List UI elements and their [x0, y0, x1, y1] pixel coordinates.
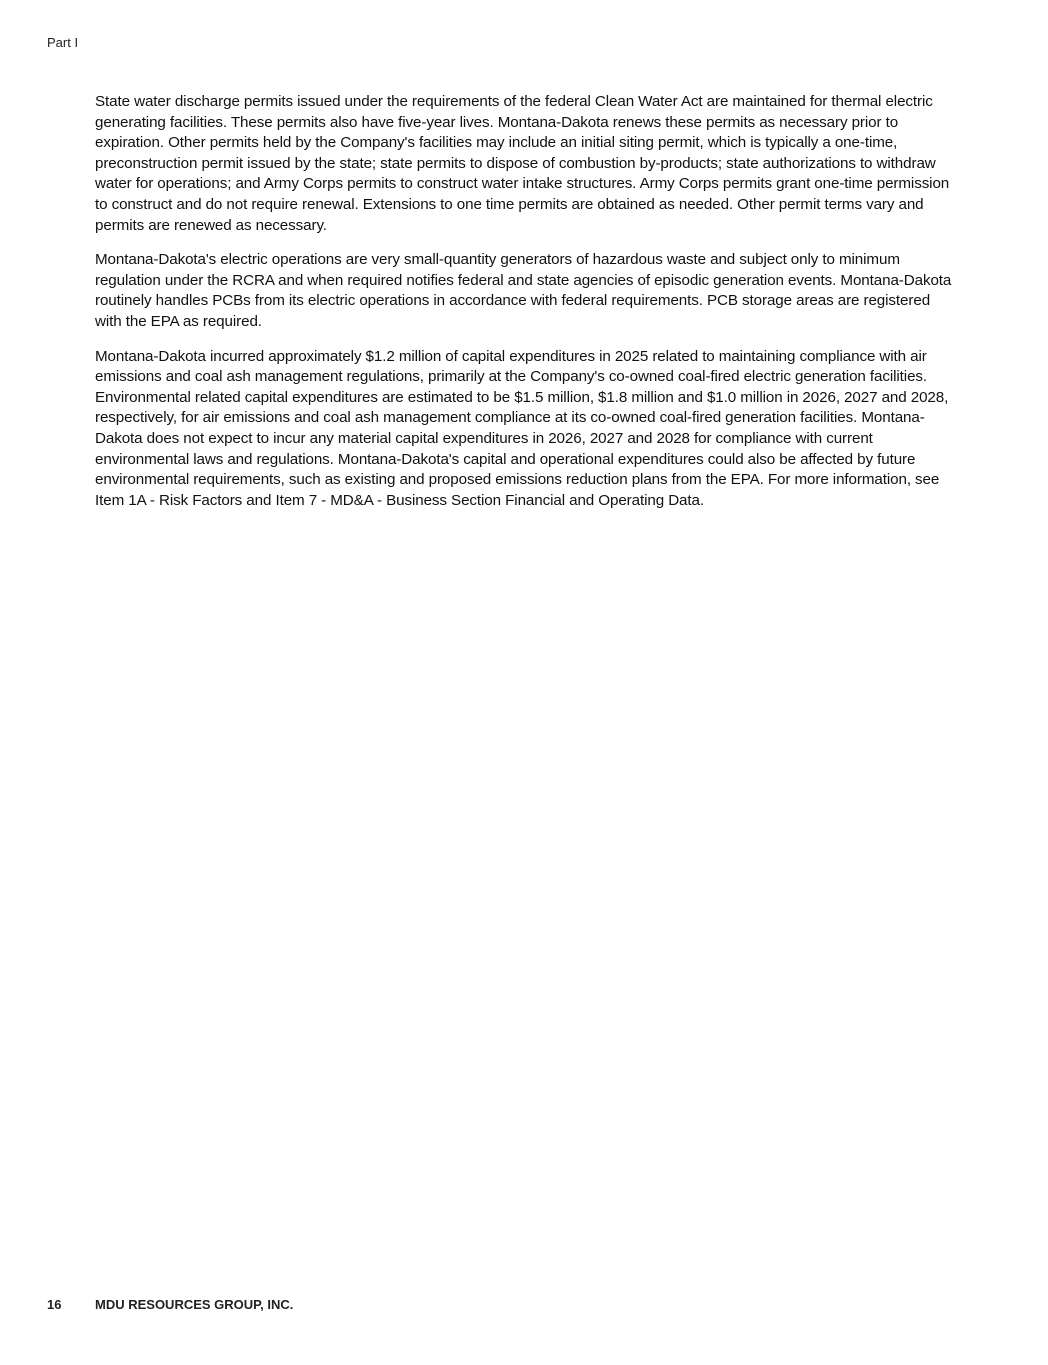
page-header-section-label: Part I: [47, 35, 79, 50]
body-content: [95, 92, 957, 525]
page-number: 16: [47, 1297, 62, 1312]
paragraph-hazardous-waste: Montana-Dakota's electric operations are very small-quantity generators of hazardous waste and subject only to minimum regulation under the RCRA and when required notifies federal and state agencies of episodic generation events. Montana-Dakota routinely handles PCBs from its electric operations in accordance with federal requirements. PCB storage areas are registered with the EPA as required.: [95, 251, 952, 330]
footer-company-name: MDU RESOURCES GROUP, INC.: [95, 1297, 294, 1312]
page-footer: [47, 1297, 293, 1312]
paragraph-water-discharge-permits: State water discharge permits issued under the requirements of the federal Clean Water Act are maintained for thermal electric generating facilities. These permits also have five-year lives. Montana-Dakota renews these permits as necessary prior to expiration. Other permits held by the Company's facilities may include an initial siting permit, which is typically a one-time, preconstruction permit issued by the state; state permits to dispose of combustion by-products; state authorizations to withdraw water for operations; and Army Corps permits to construct water intake structures. Army Corps permits grant one-time permission to construct and do not require renewal. Extensions to one time permits are obtained as needed. Other permit terms vary and permits are renewed as necessary.: [95, 93, 950, 234]
paragraph-capital-expenditures: Montana-Dakota incurred approximately $1.2 million of capital expenditures in 2025 related to maintaining compliance with air emissions and coal ash management regulations, primarily at the Company's co-owned coal-fired electric generation facilities. Environmental related capital expenditures are estimated to be $1.5 million, $1.8 million and $1.0 million in 2026, 2027 and 2028, respectively, for air emissions and coal ash management compliance at its co-owned coal-fired generation facilities. Montana-Dakota does not expect to incur any material capital expenditures in 2026, 2027 and 2028 for compliance with current environmental laws and regulations. Montana-Dakota's capital and operational expenditures could also be affected by future environmental requirements, such as existing and proposed emissions reduction plans from the EPA. For more information, see Item 1A - Risk Factors and Item 7 - MD&A - Business Section Financial and Operating Data.: [95, 347, 949, 509]
